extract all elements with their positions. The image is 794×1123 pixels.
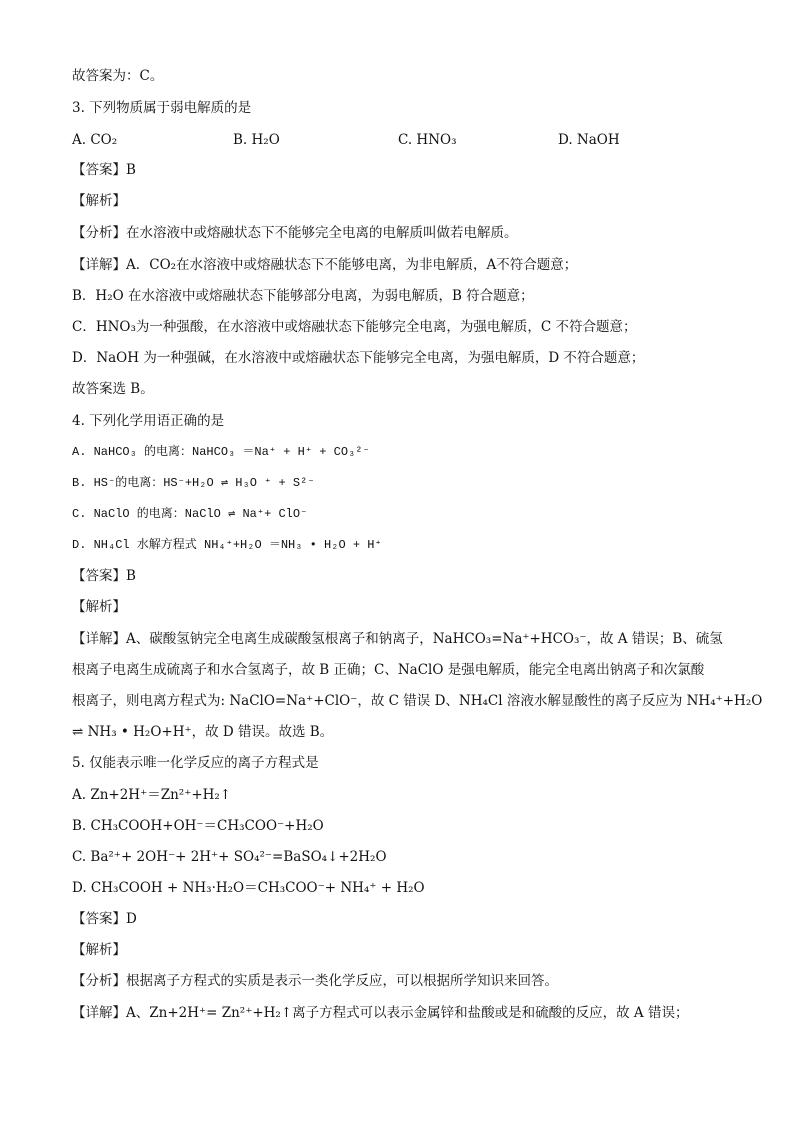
- detail-text: D．NaOH 为一种强碱，在水溶液中或熔融状态下能够完全电离，为强电解质，D 不符合题意；: [72, 350, 645, 366]
- detail-text: 【详解】A、Zn+2H⁺= Zn²⁺+H₂↑离子方程式可以表示金属锌和盐酸或是和硫酸的反应，故 A 错误；: [72, 1005, 689, 1021]
- question-5-option-c: C. Ba²⁺+ 2OH⁻+ 2H⁺+ SO₄²⁻=BaSO₄↓+2H₂O: [72, 849, 387, 865]
- option-b: B. H₂O: [233, 132, 280, 148]
- answer-label: 【答案】D: [72, 911, 137, 927]
- option-a: A. CO₂: [72, 132, 118, 148]
- option-d: D. NaOH: [558, 132, 620, 148]
- analysis-label: 【解析】: [72, 599, 126, 615]
- detail-text: C．HNO₃为一种强酸，在水溶液中或熔融状态下能够完全电离，为强电解质，C 不符合题意；: [72, 319, 637, 335]
- question-5-option-b: B. CH₃COOH+OH⁻＝CH₃COO⁻+H₂O: [72, 818, 324, 834]
- answer-label: 【答案】B: [72, 162, 136, 178]
- analysis-text: 【分析】在水溶液中或熔融状态下不能够完全电离的电解质叫做若电解质。: [72, 225, 518, 241]
- analysis-label: 【解析】: [72, 193, 126, 209]
- detail-text: 根离子电离生成硫离子和水合氢离子，故 B 正确；C、NaClO 是强电解质，能完全电离出钠离子和次氯酸: [72, 662, 705, 678]
- question-4: 4. 下列化学用语正确的是: [72, 413, 225, 429]
- analysis-text: 【分析】根据离子方程式的实质是表示一类化学反应，可以根据所学知识来回答。: [72, 973, 558, 989]
- option-c: C. HNO₃: [398, 132, 457, 148]
- question-4-option-a: A. NaHCO₃ 的电离：NaHCO₃ ＝Na⁺ + H⁺ + CO₃²⁻: [72, 445, 370, 459]
- question-5-option-a: A. Zn+2H⁺＝Zn²⁺+H₂↑: [72, 787, 232, 803]
- question-3: 3. 下列物质属于弱电解质的是: [72, 100, 252, 116]
- detail-text: B．H₂O 在水溶液中或熔融状态下能够部分电离，为弱电解质，B 符合题意；: [72, 288, 534, 304]
- text-line: 故答案选 B。: [72, 381, 154, 397]
- detail-text: 【详解】A．CO₂在水溶液中或熔融状态下不能够电离，为非电解质，A不符合题意；: [72, 257, 578, 273]
- answer-label: 【答案】B: [72, 568, 136, 584]
- question-4-option-b: B. HS⁻的电离：HS⁻+H₂O ⇌ H₃O ⁺ + S²⁻: [72, 476, 315, 490]
- question-4-option-d: D. NH₄Cl 水解方程式 NH₄⁺+H₂O ＝NH₃ • H₂O + H⁺: [72, 538, 382, 552]
- analysis-label: 【解析】: [72, 942, 126, 958]
- detail-text: 【详解】A、碳酸氢钠完全电离生成碳酸氢根离子和钠离子，NaHCO₃=Na⁺+HCO₃⁻，故 A 错误；B、硫氢: [72, 631, 723, 647]
- detail-text: ⇌ NH₃ • H₂O+H⁺，故 D 错误。故选 B。: [72, 724, 334, 740]
- text-line: 故答案为：C。: [72, 68, 164, 84]
- question-4-option-c: C. NaClO 的电离：NaClO ⇌ Na⁺+ ClO⁻: [72, 507, 308, 521]
- question-5: 5. 仅能表示唯一化学反应的离子方程式是: [72, 755, 319, 771]
- detail-text: 根离子，则电离方程式为: NaClO=Na⁺+ClO⁻，故 C 错误 D、NH₄Cl 溶液水解显酸性的离子反应为 NH₄⁺+H₂O: [72, 693, 763, 709]
- question-5-option-d: D. CH₃COOH + NH₃·H₂O＝CH₃COO⁻+ NH₄⁺ + H₂O: [72, 880, 425, 896]
